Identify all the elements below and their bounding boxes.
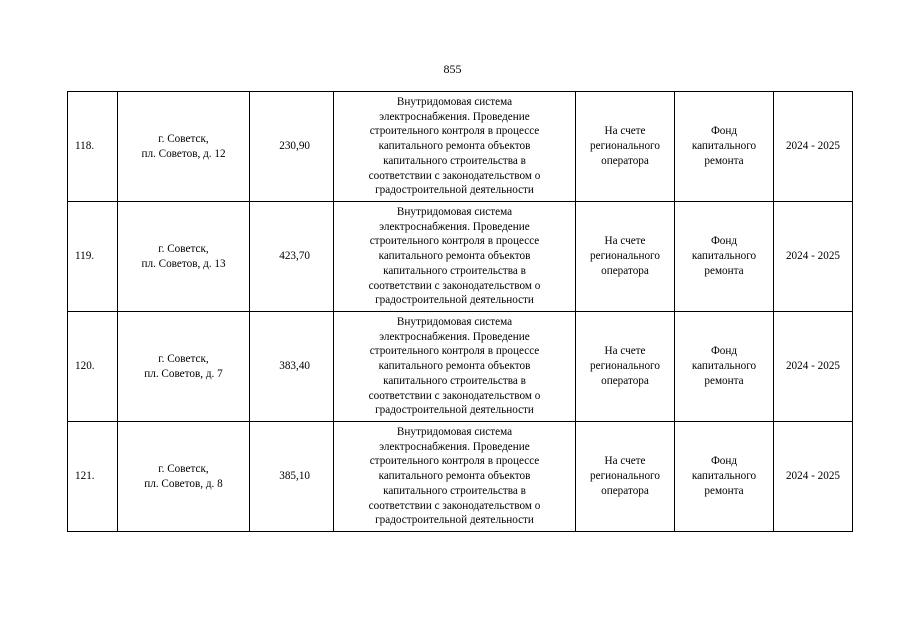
account-line: регионального — [590, 360, 660, 373]
address-line: пл. Советов, д. 13 — [141, 257, 226, 270]
area-cell: 423,70 — [250, 202, 334, 312]
account-line: регионального — [590, 140, 660, 153]
account-line: оператора — [601, 154, 649, 167]
area-cell: 385,10 — [250, 422, 334, 532]
row-number-cell: 121. — [68, 422, 118, 532]
description-cell — [334, 92, 576, 202]
description-line: Внутридомовая система — [396, 315, 513, 328]
address-line: пл. Советов, д. 7 — [144, 367, 223, 380]
description-line: электроснабжения. Проведение — [379, 110, 530, 123]
funding-source-line: ремонта — [704, 154, 744, 167]
table-row — [68, 202, 853, 312]
account-cell — [576, 312, 675, 422]
funding-source-line: ремонта — [704, 374, 744, 387]
funding-source-cell — [675, 422, 774, 532]
table-row — [68, 312, 853, 422]
funding-source-line: ремонта — [704, 264, 744, 277]
account-line: оператора — [601, 264, 649, 277]
account-line: регионального — [590, 470, 660, 483]
description-cell — [334, 312, 576, 422]
description-line: электроснабжения. Проведение — [379, 440, 530, 453]
area-cell: 230,90 — [250, 92, 334, 202]
description-line: капитального ремонта объектов — [378, 470, 531, 483]
description-line: градостроительной деятельности — [375, 294, 534, 307]
description-line: соответствии с законодательством о — [368, 169, 541, 182]
description-line: строительного контроля в процессе — [369, 345, 540, 358]
description-line: соответствии с законодательством о — [368, 389, 541, 402]
description-line: капитального строительства в — [383, 374, 526, 387]
description-line: Внутридомовая система — [396, 205, 513, 218]
table-row — [68, 422, 853, 532]
description-line: капитального ремонта объектов — [378, 140, 531, 153]
period-cell: 2024 - 2025 — [774, 312, 853, 422]
account-cell — [576, 202, 675, 312]
funding-source-cell — [675, 92, 774, 202]
description-line: градостроительной деятельности — [375, 514, 534, 527]
account-line: регионального — [590, 250, 660, 263]
description-line: капитального строительства в — [383, 264, 526, 277]
description-line: строительного контроля в процессе — [369, 235, 540, 248]
account-line: оператора — [601, 374, 649, 387]
account-line: На счете — [604, 235, 646, 248]
funding-source-line: Фонд — [710, 235, 738, 248]
account-line: оператора — [601, 484, 649, 497]
description-cell — [334, 202, 576, 312]
account-line: На счете — [604, 125, 646, 138]
period-cell: 2024 - 2025 — [774, 422, 853, 532]
description-line: капитального строительства в — [383, 154, 526, 167]
description-cell — [334, 422, 576, 532]
row-number-cell: 120. — [68, 312, 118, 422]
address-line: г. Советск, — [158, 242, 209, 255]
funding-source-cell — [675, 202, 774, 312]
table-row — [68, 92, 853, 202]
description-line: Внутридомовая система — [396, 425, 513, 438]
page-number: 855 — [443, 62, 462, 76]
period-cell: 2024 - 2025 — [774, 202, 853, 312]
address-cell — [118, 312, 250, 422]
account-cell — [576, 92, 675, 202]
row-number-cell: 118. — [68, 92, 118, 202]
funding-source-cell — [675, 312, 774, 422]
works-table — [67, 91, 853, 532]
funding-source-line: Фонд — [710, 455, 738, 468]
account-line: На счете — [604, 345, 646, 358]
works-table-body — [68, 92, 853, 532]
address-cell — [118, 92, 250, 202]
description-line: строительного контроля в процессе — [369, 125, 540, 138]
address-line: пл. Советов, д. 8 — [144, 477, 223, 490]
description-line: градостроительной деятельности — [375, 404, 534, 417]
description-line: электроснабжения. Проведение — [379, 330, 530, 343]
account-line: На счете — [604, 455, 646, 468]
funding-source-line: капитального — [691, 360, 757, 373]
funding-source-line: Фонд — [710, 345, 738, 358]
funding-source-line: капитального — [691, 140, 757, 153]
address-line: г. Советск, — [158, 132, 209, 145]
area-cell: 383,40 — [250, 312, 334, 422]
description-line: электроснабжения. Проведение — [379, 220, 530, 233]
description-line: капитального ремонта объектов — [378, 360, 531, 373]
funding-source-line: Фонд — [710, 125, 738, 138]
address-line: пл. Советов, д. 12 — [141, 147, 226, 160]
description-line: градостроительной деятельности — [375, 184, 534, 197]
funding-source-line: капитального — [691, 250, 757, 263]
funding-source-line: капитального — [691, 470, 757, 483]
row-number-cell: 119. — [68, 202, 118, 312]
funding-source-line: ремонта — [704, 484, 744, 497]
address-cell — [118, 202, 250, 312]
period-cell: 2024 - 2025 — [774, 92, 853, 202]
account-cell — [576, 422, 675, 532]
description-line: соответствии с законодательством о — [368, 499, 541, 512]
description-line: Внутридомовая система — [396, 95, 513, 108]
description-line: капитального ремонта объектов — [378, 250, 531, 263]
address-line: г. Советск, — [158, 462, 209, 475]
description-line: соответствии с законодательством о — [368, 279, 541, 292]
description-line: строительного контроля в процессе — [369, 455, 540, 468]
address-line: г. Советск, — [158, 352, 209, 365]
description-line: капитального строительства в — [383, 484, 526, 497]
address-cell — [118, 422, 250, 532]
